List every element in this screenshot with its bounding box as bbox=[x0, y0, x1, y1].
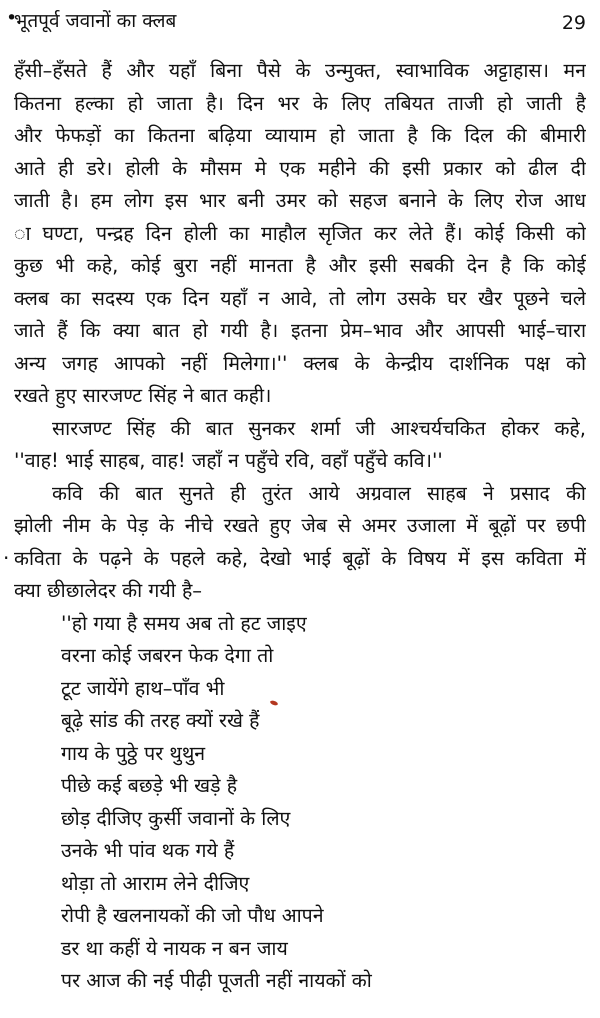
verse-line: बूढ़े सांड की तरह क्यों रखे हैं bbox=[61, 709, 260, 732]
verse-line: थोड़ा तो आराम लेने दीजिए bbox=[61, 871, 250, 895]
verse-line: उनके भी पांव थक गये हैं bbox=[61, 839, 235, 862]
header-bullet: • bbox=[6, 7, 18, 29]
verse-line: ''हो गया है समय अब तो हट जाइए bbox=[61, 611, 307, 635]
verse-line: वरना कोई जबरन फेक देगा तो bbox=[61, 644, 274, 667]
text-line: अन्य जगह आपको नहीं मिलेगा।'' क्लब के केन्द्रीय दार्शनिक पक्ष को bbox=[14, 351, 586, 375]
body-text bbox=[14, 55, 586, 998]
text-line: क्लब का सदस्य एक दिन यहाँ न आवे, तो लोग उसके घर खैर पूछने चले bbox=[14, 286, 586, 310]
text-line: झोली नीम के पेड़ के नीचे रखते हुए जेब से अमर उजाला में बूढ़ों पर छपी bbox=[14, 514, 586, 537]
running-title: भूतपूर्व जवानों का क्लब bbox=[14, 10, 177, 32]
text-line: जाती है। हम लोग इस भार बनी उमर को सहज बनाने के लिए रोज आध bbox=[14, 189, 586, 212]
text-line: सारजण्ट सिंह की बात सुनकर शर्मा जी आश्चर्यचकित होकर कहे, bbox=[52, 416, 586, 440]
text-line: हँसी–हँसते हैं और यहाँ बिना पैसे के उन्मुक्त, स्वाभाविक अट्टाहास। मन bbox=[14, 59, 586, 82]
verse-line: पर आज की नई पीढ़ी पूजती नहीं नायकों को bbox=[61, 969, 372, 992]
text-line: कविता के पढ़ने के पहले कहे, देखो भाई बूढ़ों के विषय में इस कविता में bbox=[14, 546, 586, 570]
text-line: आते ही डरे। होली के मौसम मे एक महीने की इसी प्रकार को ढील दी bbox=[14, 156, 586, 180]
verse-line: छोड़ दीजिए कुर्सी जवानों के लिए bbox=[61, 806, 291, 830]
page-header bbox=[6, 4, 586, 36]
text-line: क्या छीछालेदर की गयी है– bbox=[14, 579, 203, 602]
text-line: कितना हल्का हो जाता है। दिन भर के लिए तबियत ताजी हो जाती है bbox=[14, 91, 586, 115]
verse-line: गाय के पुठ्ठे पर थुथुन bbox=[61, 741, 206, 765]
text-line: जाते हैं कि क्या बात हो गयी है। इतना प्रेम–भाव और आपसी भाई–चारा bbox=[14, 319, 586, 342]
verse-line: डर था कहीं ये नायक न बन जाय bbox=[61, 936, 288, 960]
text-line: कवि की बात सुनते ही तुरंत आये अग्रवाल साहब ने प्रसाद की bbox=[52, 481, 586, 505]
margin-dot: . bbox=[3, 540, 10, 564]
page-number: 29 bbox=[561, 12, 586, 34]
text-line: ''वाह! भाई साहब, वाह! जहाँ न पहुँचे रवि, वहाँ पहुँचे कवि।'' bbox=[14, 449, 443, 472]
verse-line: पीछे कई बछड़े भी खड़े है bbox=[61, 774, 238, 797]
verse-line: टूट जायेंगे हाथ–पाँव भी bbox=[61, 676, 225, 700]
text-line: कुछ भी कहे, कोई बुरा नहीं मानता है और इसी सबकी देन है कि कोई bbox=[14, 254, 586, 277]
text-line: ा घण्टा, पन्द्रह दिन होली का माहौल सृजित कर लेते हैं। कोई किसी को bbox=[14, 221, 586, 245]
text-line: रखते हुए सारजण्ट सिंह ने बात कही। bbox=[14, 384, 272, 407]
verse-line: रोपी है खलनायकों की जो पौध आपने bbox=[61, 904, 324, 927]
text-line: और फेफड़ों का कितना बढ़िया व्यायाम हो जाता है कि दिल की बीमारी bbox=[14, 124, 586, 147]
